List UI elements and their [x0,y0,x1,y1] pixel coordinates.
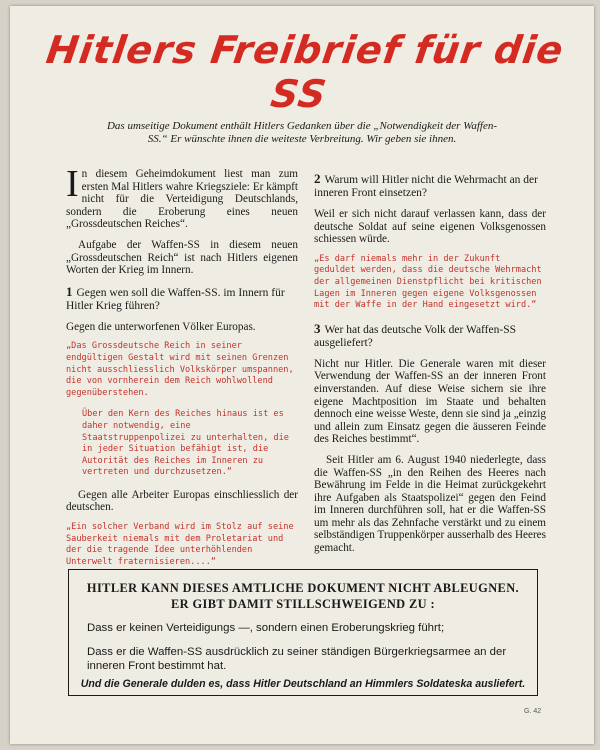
conclusion-heading-line-1: HITLER KANN DIESES AMTLICHE DOKUMENT NICHT ABLEUGNEN. [86,581,520,595]
typed-quote-1: „Das Grossdeutsche Reich in seiner endgültigen Gestalt wird mit seinen Grenzen nicht ausschliesslich Volkskörper umspannen, die von vornherein dem Reich wohlwollend gegenüberstehen. [66,341,294,398]
question-1-text: Gegen wen soll die Waffen-SS. im Innern für Hitler Krieg führen? [66,286,285,312]
typed-quote-4: „Es darf niemals mehr in der Zukunft geduldet werden, dass die deutsche Wehrmacht der allgemeinen Dienstpflicht bei kritischen Lagen im Inneren gegen eigene Volksgenossen mit der Waffe in der Hand eingesetzt wird.“ [314,253,542,311]
question-3-text: Wer hat das deutsche Volk der Waffen-SS ausgeliefert? [314,323,516,349]
question-2-number: 2 [314,171,321,186]
conclusion-heading-line-2: ER GIBT DAMIT STILLSCHWEIGEND ZU : [170,597,436,611]
conclusion-heading [69,580,537,612]
answer-1: Gegen die unterworfenen Völker Europas. [66,320,256,333]
print-code: G. 42 [524,708,542,715]
opening-paragraph [66,163,298,231]
question-3 [314,322,546,350]
answer-2: Weil er sich nicht darauf verlassen kann, dass der deutsche Soldat auf seine eigenen Volksgenossen schiessen würde. [314,208,546,246]
conclusion-footer: Und die Generale dulden es, dass Hitler Deutschland an Himmlers Soldateska ausliefert. [80,678,526,690]
intro-note: Das umseitige Dokument enthält Hitlers Gedanken über die „Notwendigkeit der Waffen-SS.“ Er wünschte ihnen die weiteste Verbreitung. Wir geben sie ihnen. [106,120,498,145]
leaflet-title: Hitlers Freibrief für die SS [43,28,567,116]
paragraph-1940: Seit Hitler am 6. August 1940 niederlegte, dass die Waffen-SS „in den Reihen des Heeres nach Bewährung im Felde in die Heimat zurückgekehrt ihre Aufgaben als Staatspolizei“ gegen den Feind im Inneren durchführen soll, hat er die Waffen-SS um mehr als das Zehnfache verstärkt und zu einem selbständigen Truppenkörper ausserhalb des Heeres gemacht. [314,453,546,555]
conclusion-point-2: Dass er die Waffen-SS ausdrücklich zu seiner ständigen Bürgerkriegsarmee an der inneren Front bestimmt hat. [87,646,507,672]
question-2-text: Warum will Hitler nicht die Wehrmacht an der inneren Front einsetzen? [314,174,538,199]
drop-cap: I [66,163,79,205]
leaflet-page [10,6,594,744]
conclusion-point-1: Dass er keinen Verteidigungs —, sondern einen Eroberungskrieg führt; [87,622,445,634]
question-2 [314,172,546,200]
paragraph-workers: Gegen alle Arbeiter Europas einschliesslich der deutschen. [66,488,298,514]
answer-3: Nicht nur Hitler. Die Generale waren mit dieser Verwendung der Waffen-SS an der inneren Front einverstanden. Auf diese Weise sichern sie ihre eigene Machtposition im Staate und behalten dennoch eine weisse Weste, denn sie sind ja „einzig und allein zum Einsatz gegen die äusseren Feinde des Reiches bestimmt“. [314,357,546,446]
question-3-number: 3 [314,320,321,336]
typed-quote-3: „Ein solcher Verband wird im Stolz auf seine Sauberkeit niemals mit dem Proletariat und der die tragende Idee unterhöhlenden Unterwelt fraternisieren....“ [66,522,294,567]
conclusion-box [68,569,538,696]
question-1-number: 1 [66,283,73,299]
opening-text: n diesem Geheimdokument liest man zum ersten Mal Hitlers wahre Kriegsziele: Er kämpft nicht für die Verteidigung Deutschlands, sondern die Eroberung eines neuen „Grossdeutschen Reiches“. [66,168,298,231]
paragraph-task: Aufgabe der Waffen-SS in diesem neuen „Grossdeutschen Reich“ ist nach Hitlers eigenen Worten der Krieg im Innern. [66,238,298,277]
left-column [66,163,298,578]
typed-quote-2: Über den Kern des Reiches hinaus ist es daher notwendig, eine Staatstruppenpolizei zu unterhalten, die in jeder Situation befähigt ist, die Autorität des Reiches im Inneren zu vertreten und durchzusetzen.“ [82,409,289,478]
question-1 [66,285,298,313]
right-column [314,168,546,563]
